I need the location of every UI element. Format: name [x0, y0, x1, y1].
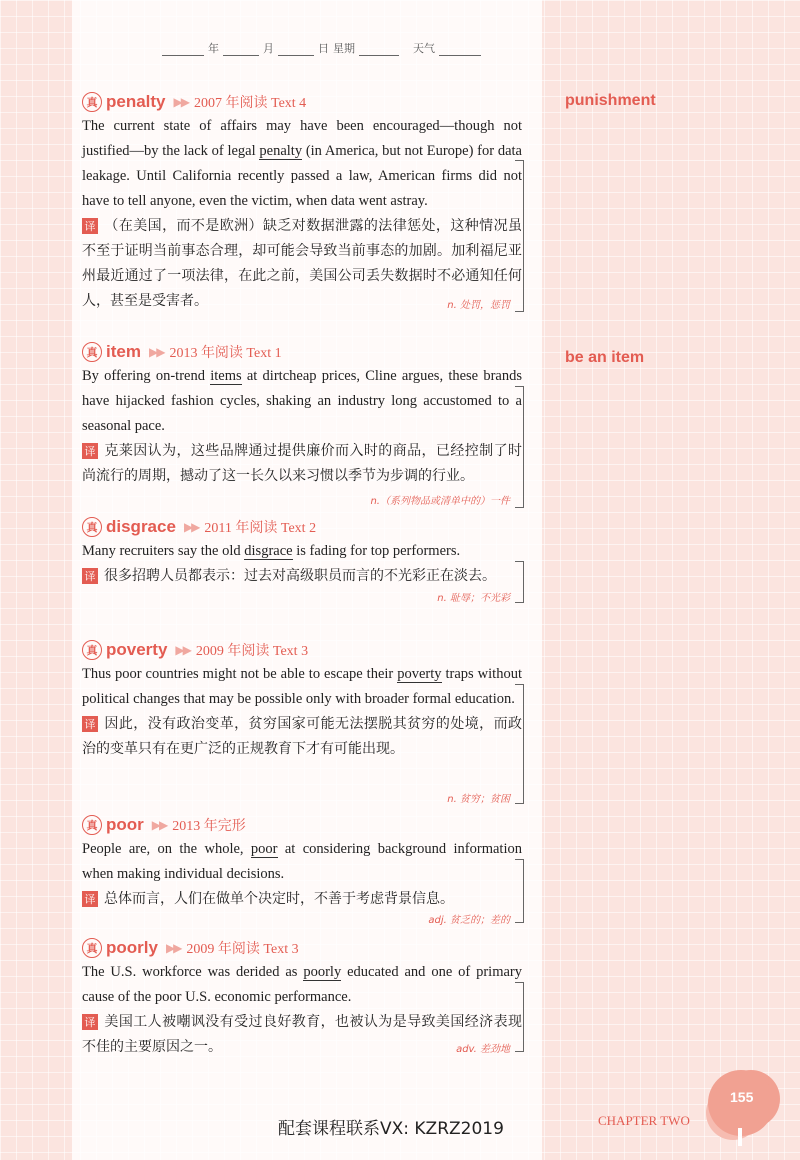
zhen-icon: 真: [82, 938, 102, 958]
meaning-bracket: [515, 684, 524, 804]
entry-english: By offering on-trend items at dirtcheap prices, Cline argues, these brands have hijacked fashion cycles, shaking an industry long accustomed to a seasonal pace.: [82, 368, 523, 434]
zhen-icon: 真: [82, 640, 102, 660]
arrow-icon: ▶▶: [151, 817, 167, 832]
month-label: 月: [263, 42, 274, 55]
yi-icon: 译: [82, 716, 98, 732]
entry-word: poorly: [106, 938, 158, 957]
entry-english: The current state of affairs may have been encouraged—though not justified—by the lack of legal penalty (in America, but not Europe) for data leakage. Until California recently passed a law, American firms did not have to tell anyone, even the victim, when data went astray.: [82, 118, 522, 209]
entry-english: Thus poor countries might not be able to escape their poverty traps without political changes that may be possible only with broader formal education.: [82, 666, 522, 707]
entry-disgrace: [82, 515, 522, 604]
entry-chinese: 译 美国工人被嘲讽没有受过良好教育，也被认为是导致美国经济表现不佳的主要原因之一。: [82, 1014, 522, 1055]
date-line: [162, 34, 522, 56]
meaning-bracket: [515, 160, 524, 312]
entry-meaning: adv. 差劲地: [456, 1044, 510, 1055]
entry-word: penalty: [106, 92, 166, 111]
entry-word: poverty: [106, 640, 168, 659]
zhen-icon: 真: [82, 342, 102, 362]
footer-note: 配套课程联系VX: KZRZ2019: [278, 1119, 504, 1139]
day-label: 日: [318, 42, 329, 55]
arrow-icon: ▶▶: [165, 940, 181, 955]
arrow-icon: ▶▶: [183, 519, 199, 534]
entry-meaning: n. 贫穷；贫困: [447, 794, 510, 805]
entry-item: [82, 340, 523, 507]
flower-stem: [738, 1128, 742, 1146]
entry-poorly: [82, 936, 522, 1060]
entry-word: item: [106, 342, 141, 361]
entry-chinese: 译 总体而言，人们在做单个决定时，不善于考虑背景信息。: [82, 887, 522, 912]
weekday-label: 星期: [333, 42, 355, 55]
year-label: 年: [208, 42, 219, 55]
entry-chinese: 译 （在美国，而不是欧洲）缺乏对数据泄露的法律惩处，这种情况虽不至于证明当前事态合理，却可能会导致当前事态的加剧。加利福尼亚州最近通过了一项法律，在此之前，美国公司丢失数据时不必通知任何人，甚至是受害者。: [82, 218, 522, 309]
entry-chinese: 译 很多招聘人员都表示：过去对高级职员而言的不光彩正在淡去。: [82, 564, 522, 589]
arrow-icon: ▶▶: [173, 94, 188, 109]
arrow-icon: ▶▶: [175, 642, 190, 657]
entry-meaning: n. 处罚，惩罚: [447, 300, 510, 311]
entry-english: Many recruiters say the old disgrace is fading for top performers.: [82, 543, 461, 559]
entry-source: 2009 年阅读 Text 3: [186, 942, 299, 957]
chapter-label: CHAPTER TWO: [598, 1113, 690, 1128]
entry-meaning: adj. 贫乏的；差的: [428, 915, 510, 926]
entry-english: People are, on the whole, poor at considering background information when making individual decisions.: [82, 841, 522, 882]
yi-icon: 译: [82, 891, 98, 907]
entry-poverty: [82, 638, 522, 805]
entry-source: 2013 年完形: [172, 819, 246, 834]
entry-meaning: n. 耻辱；不光彩: [437, 593, 510, 604]
right-note-be-an-item: be an item: [565, 349, 645, 366]
zhen-icon: 真: [82, 92, 102, 112]
entry-penalty: [82, 90, 522, 314]
zhen-icon: 真: [82, 517, 102, 537]
yi-icon: 译: [82, 218, 98, 234]
yi-icon: 译: [82, 568, 98, 584]
meaning-bracket: [515, 859, 524, 923]
entry-source: 2013 年阅读 Text 1: [169, 346, 282, 361]
entry-english: The U.S. workforce was derided as poorly educated and one of primary cause of the poor U.S. economic performance.: [82, 964, 523, 1005]
entry-chinese: 译 因此，没有政治变革，贫穷国家可能无法摆脱其贫穷的处境，而政治的变革只有在更广泛的正规教育下才有可能出现。: [82, 716, 522, 757]
meaning-bracket: [515, 561, 524, 603]
weather-label: 天气: [413, 42, 435, 55]
entry-word: poor: [106, 815, 144, 834]
yi-icon: 译: [82, 1014, 98, 1030]
zhen-icon: 真: [82, 815, 102, 835]
page-number: 155: [730, 1089, 754, 1105]
entry-poor: [82, 813, 522, 926]
yi-icon: 译: [82, 443, 98, 459]
entry-chinese: 译 克莱因认为，这些品牌通过提供廉价而入时的商品，已经控制了时尚流行的周期，撼动了这一长久以来习惯以季节为步调的行业。: [82, 443, 522, 484]
entry-word: disgrace: [106, 517, 176, 536]
entry-meaning: n.（系列物品或清单中的）一件: [370, 496, 510, 507]
meaning-bracket: [515, 386, 524, 508]
entry-source: 2009 年阅读 Text 3: [195, 644, 309, 659]
entry-source: 2007 年阅读 Text 4: [194, 96, 307, 111]
entry-source: 2011 年阅读 Text 2: [204, 521, 317, 536]
meaning-bracket: [515, 982, 524, 1052]
right-note-punishment: punishment: [565, 92, 656, 109]
arrow-icon: ▶▶: [148, 344, 164, 359]
